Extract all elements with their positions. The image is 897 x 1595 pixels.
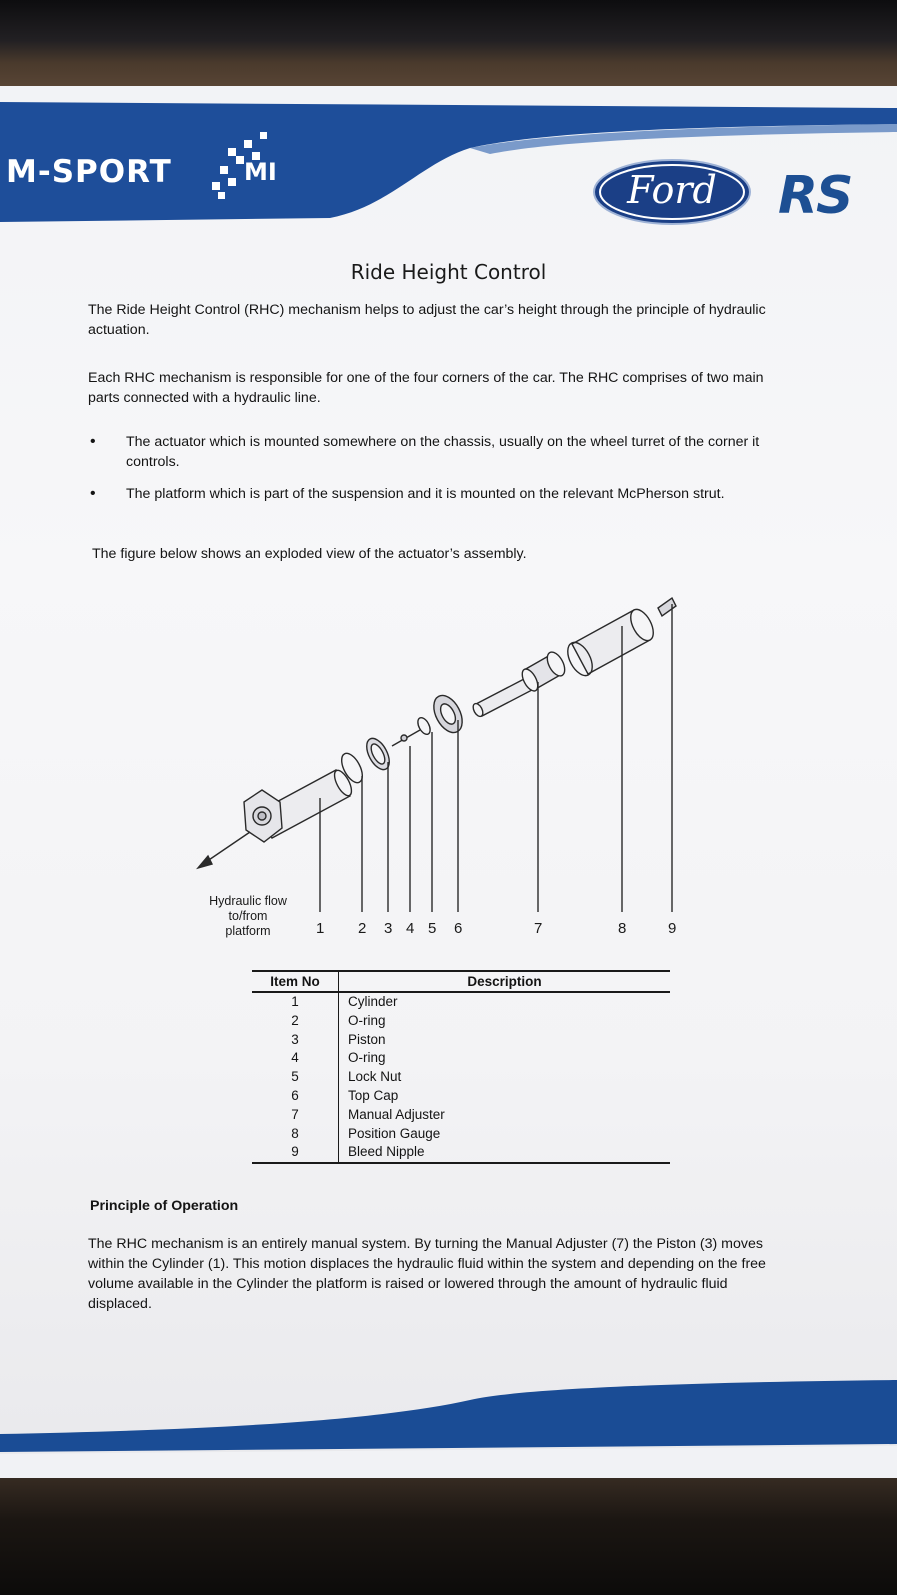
- callout-7: 7: [534, 920, 543, 937]
- bullet-icon: •: [90, 485, 96, 502]
- desk-background-bottom: [0, 1470, 897, 1595]
- document-page: [0, 86, 897, 1478]
- table-row: [252, 1012, 670, 1031]
- bullet-icon: •: [90, 433, 96, 450]
- callout-8: 8: [618, 920, 627, 937]
- description-cell: Cylinder: [348, 994, 398, 1009]
- item-no-cell: 5: [252, 1068, 339, 1087]
- callout-9: 9: [668, 920, 677, 937]
- description-cell: Piston: [348, 1031, 386, 1047]
- m-sport-logo: M-SPORT: [6, 154, 172, 190]
- callout-4: 4: [406, 920, 415, 937]
- flow-label-line: to/from: [228, 909, 268, 923]
- column-header-item-no: Item No: [252, 971, 339, 992]
- parts-paragraph: Each RHC mechanism is responsible for one of the four corners of the car. The RHC comprises of two main parts connected with a hydraulic line.: [88, 370, 764, 406]
- principle-heading: Principle of Operation: [90, 1198, 239, 1214]
- description-cell: Manual Adjuster: [348, 1106, 445, 1122]
- description-cell: O-ring: [348, 1050, 386, 1066]
- callout-6: 6: [454, 920, 463, 937]
- callout-1: 1: [316, 920, 325, 937]
- table-row: [252, 992, 670, 1012]
- table-row: [252, 1068, 670, 1087]
- table-row: [252, 1143, 670, 1163]
- flow-label-line: platform: [225, 924, 271, 938]
- item-no-cell: 6: [252, 1087, 339, 1106]
- principle-paragraph: The RHC mechanism is an entirely manual system. By turning the Manual Adjuster (7) the Piston (3) moves within the Cylinder (1). This motion displaces the hydraulic fluid within the system and depending on the free volume available in the Cylinder the platform is raised or lowered through the amount of hydraulic fluid displaced.: [88, 1236, 766, 1312]
- footer-band: [0, 1368, 897, 1478]
- parts-table: [252, 970, 670, 1164]
- description-cell: Bleed Nipple: [339, 1143, 671, 1163]
- table-row: [252, 1031, 670, 1050]
- flow-label-line: Hydraulic flow: [209, 894, 287, 908]
- item-no-cell: 7: [252, 1106, 339, 1125]
- item-no-cell: 9: [252, 1143, 339, 1163]
- item-no-cell: 1: [252, 992, 339, 1012]
- item-no-cell: 4: [252, 1049, 339, 1068]
- item-no-cell: 3: [252, 1031, 339, 1050]
- bullet-text: The actuator which is mounted somewhere on the chassis, usually on the wheel turret of the corner it controls.: [126, 434, 760, 470]
- ford-wordmark: Ford: [627, 168, 717, 212]
- desk-background-top: [0, 0, 897, 90]
- callout-2: 2: [358, 920, 367, 937]
- description-cell: O-ring: [348, 1012, 386, 1028]
- table-row: [252, 1106, 670, 1125]
- item-no-cell: 8: [252, 1125, 339, 1144]
- callout-5: 5: [428, 920, 437, 937]
- table-row: [252, 1049, 670, 1068]
- exploded-view-diagram: [0, 86, 897, 966]
- table-row: [252, 1125, 670, 1144]
- hydraulic-flow-label: [188, 894, 308, 939]
- description-cell: Top Cap: [348, 1087, 399, 1103]
- item-no-cell: 2: [252, 1012, 339, 1031]
- intro-paragraph: The Ride Height Control (RHC) mechanism helps to adjust the car’s height through the principle of hydraulic actuation.: [88, 302, 766, 338]
- bullet-text: The platform which is part of the suspension and it is mounted on the relevant McPherson strut.: [126, 486, 725, 502]
- column-header-description: Description: [339, 971, 671, 992]
- figure-intro: The figure below shows an exploded view of the actuator’s assembly.: [92, 546, 527, 562]
- table-header-row: [252, 971, 670, 992]
- table-row: [252, 1087, 670, 1106]
- description-cell: Position Gauge: [348, 1125, 441, 1141]
- rs-logo: RS: [778, 166, 852, 226]
- callout-3: 3: [384, 920, 393, 937]
- mi-badge: MI: [244, 158, 277, 186]
- page-title: Ride Height Control: [350, 260, 547, 284]
- description-cell: Lock Nut: [348, 1069, 402, 1085]
